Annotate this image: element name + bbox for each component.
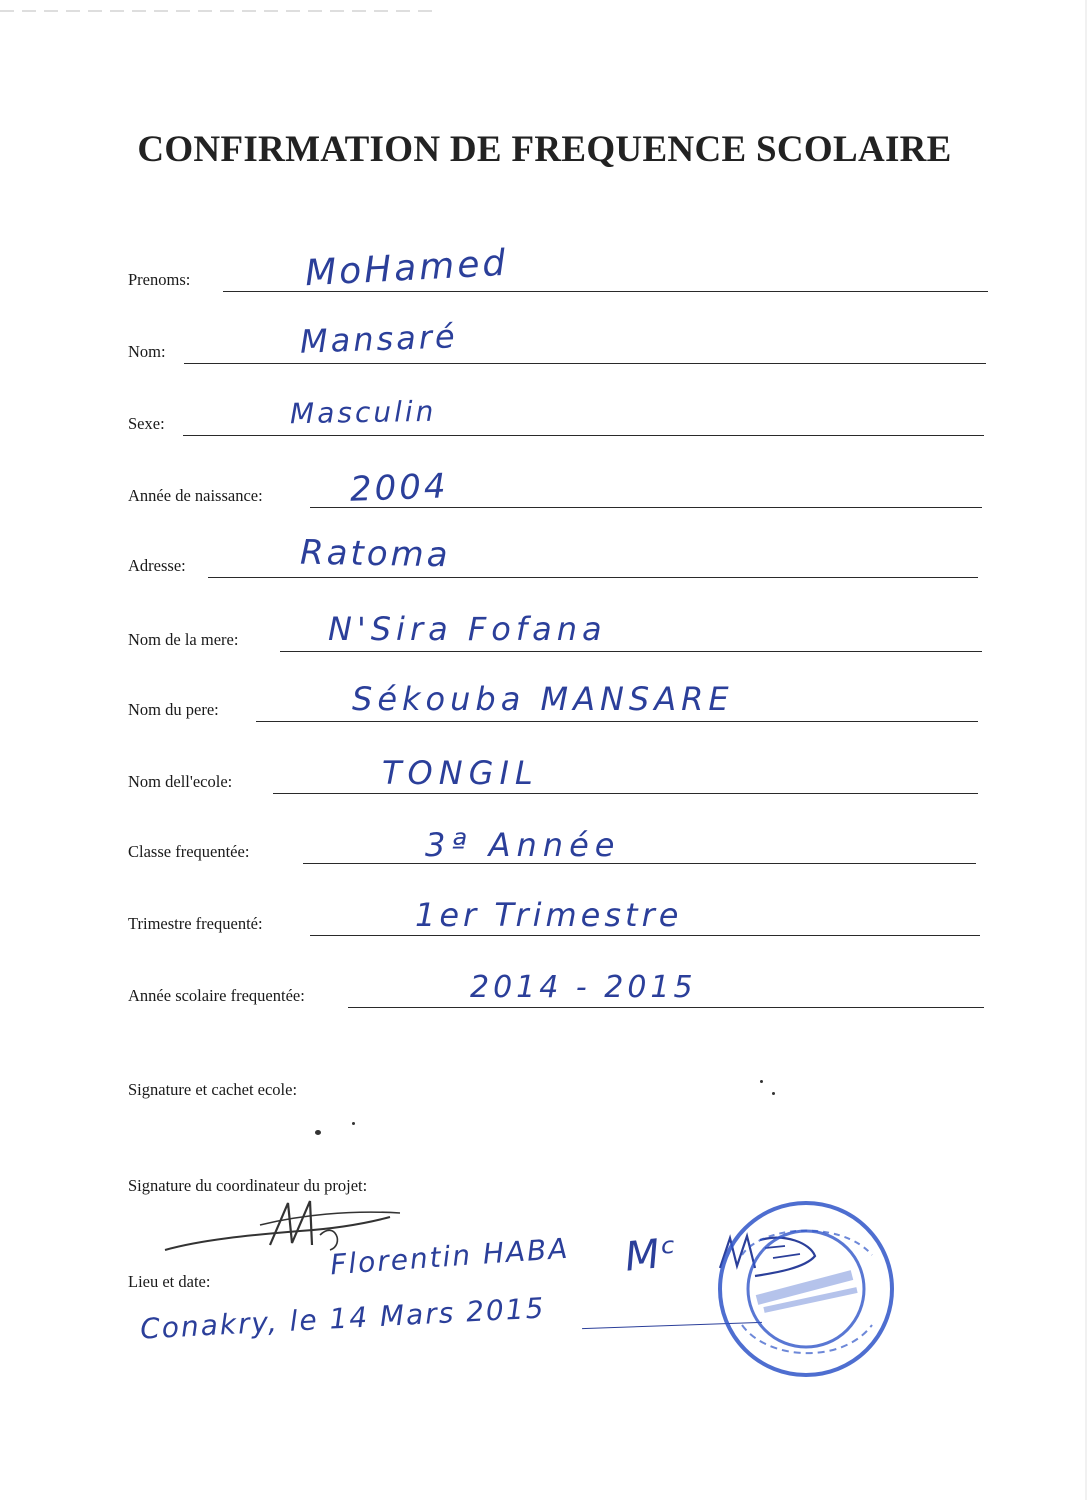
scan-artifact xyxy=(0,10,440,12)
field-underline xyxy=(208,577,978,578)
field-value-trimestre: 1er Trimestre xyxy=(415,896,683,934)
field-adresse xyxy=(128,546,978,582)
field-value-annee-naissance: 2004 xyxy=(349,466,450,510)
field-label: Nom dell'ecole: xyxy=(128,772,233,791)
field-value-nom-pere: Sékouba MANSARE xyxy=(352,680,734,718)
field-value-nom-ecole: TONGIL xyxy=(382,754,539,792)
ink-speck xyxy=(772,1092,775,1095)
field-annee-naissance xyxy=(128,476,982,512)
place-date-label: Lieu et date: xyxy=(128,1272,211,1291)
field-underline xyxy=(184,363,986,364)
field-label: Prenoms: xyxy=(128,270,191,289)
initials: Mᶜ xyxy=(622,1229,681,1281)
field-label: Nom de la mere: xyxy=(128,630,239,649)
field-label: Trimestre frequenté: xyxy=(128,914,263,933)
page-edge xyxy=(1085,0,1087,1500)
field-underline xyxy=(183,435,984,436)
signature-school-label: Signature et cachet ecole: xyxy=(128,1080,298,1099)
field-value-adresse: Ratoma xyxy=(299,532,451,576)
signature-coordinator-label: Signature du coordinateur du projet: xyxy=(128,1176,368,1195)
field-label: Classe frequentée: xyxy=(128,842,250,861)
field-label: Adresse: xyxy=(128,556,186,575)
field-value-classe: 3ª Année xyxy=(425,826,621,864)
ink-speck xyxy=(315,1130,321,1135)
field-label: Année scolaire frequentée: xyxy=(128,986,305,1005)
field-label: Nom du pere: xyxy=(128,700,219,719)
field-value-nom: Mansaré xyxy=(299,317,459,361)
field-underline xyxy=(348,1007,984,1008)
field-underline xyxy=(273,793,978,794)
field-underline xyxy=(256,721,978,722)
field-nom xyxy=(128,332,986,368)
field-value-prenom: MoHamed xyxy=(304,242,510,295)
document-title: CONFIRMATION DE FREQUENCE SCOLAIRE xyxy=(137,129,952,170)
place-date-value: Conakry, le 14 Mars 2015 xyxy=(139,1291,547,1346)
field-nom-ecole xyxy=(128,762,978,798)
field-underline xyxy=(303,863,976,864)
field-prenom xyxy=(128,260,988,296)
field-value-annee-scolaire: 2014 - 2015 xyxy=(470,970,697,1005)
field-underline xyxy=(280,651,982,652)
field-value-sexe: Masculin xyxy=(289,394,437,431)
field-value-nom-mere: N'Sira Fofana xyxy=(328,610,607,648)
school-stamp xyxy=(712,1195,900,1383)
ink-speck xyxy=(352,1122,355,1125)
field-label: Année de naissance: xyxy=(128,486,263,505)
field-underline xyxy=(310,935,980,936)
field-label: Nom: xyxy=(128,342,166,361)
field-sexe xyxy=(128,404,984,440)
ink-speck xyxy=(760,1080,763,1083)
field-label: Sexe: xyxy=(128,414,165,433)
coordinator-name: Florentin HABA xyxy=(329,1231,571,1282)
